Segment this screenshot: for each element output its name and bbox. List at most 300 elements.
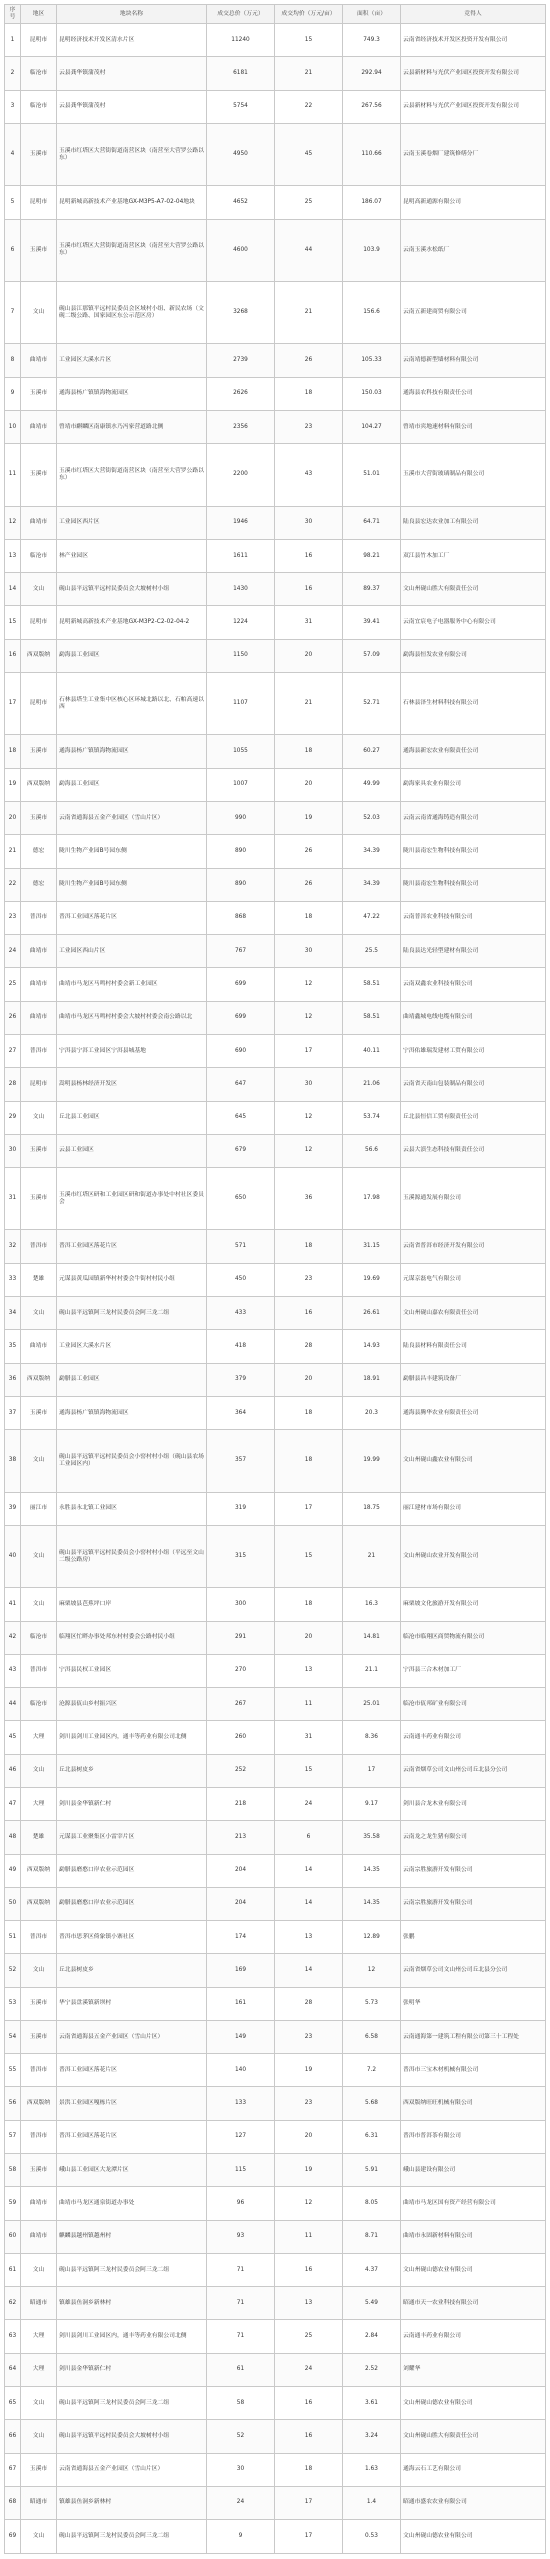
- cell-no: 8: [5, 344, 21, 377]
- cell-total-price: 204: [207, 1887, 275, 1920]
- header-total-price: 成交总价（万元）: [207, 5, 275, 24]
- cell-buyer: 陆良县宏达农业加工有限公司: [401, 506, 546, 539]
- cell-no: 7: [5, 281, 21, 343]
- cell-area: 21.06: [343, 1068, 401, 1101]
- table-row: [5, 1101, 546, 1134]
- cell-region: 文山: [21, 1954, 57, 1987]
- cell-avg-price: 36: [275, 1168, 343, 1230]
- cell-avg-price: 12: [275, 1134, 343, 1167]
- cell-avg-price: 16: [275, 573, 343, 606]
- table-row: [5, 735, 546, 768]
- cell-buyer: 普洱市普洱茶有限公司: [401, 2120, 546, 2153]
- cell-no: 48: [5, 1821, 21, 1854]
- cell-buyer: 云南通丰药业有限公司: [401, 2320, 546, 2353]
- cell-no: 41: [5, 1588, 21, 1621]
- cell-region: 大理: [21, 1787, 57, 1820]
- table-row: [5, 1887, 546, 1920]
- cell-parcel-name: 丘北县树皮乡: [57, 1954, 207, 1987]
- table-row: [5, 1168, 546, 1230]
- cell-parcel-name: 剑川县剑川工业园区内，通丰等药业有限公司北侧: [57, 1721, 207, 1754]
- cell-parcel-name: 石林县塔生工业集中区核心区环城北路以北、石帕高速以西: [57, 673, 207, 735]
- table-row: [5, 1263, 546, 1296]
- table-row: [5, 1525, 546, 1587]
- cell-region: 文山: [21, 2420, 57, 2453]
- cell-area: 3.24: [343, 2420, 401, 2453]
- cell-region: 丽江市: [21, 1492, 57, 1525]
- cell-area: 19.69: [343, 1263, 401, 1296]
- cell-region: 玉溪市: [21, 219, 57, 281]
- cell-buyer: 云南通丰药业有限公司: [401, 1721, 546, 1754]
- table-row: [5, 90, 546, 123]
- cell-no: 31: [5, 1168, 21, 1230]
- cell-avg-price: 12: [275, 2187, 343, 2220]
- cell-buyer: 曾靖市宾地速材料有限公司: [401, 410, 546, 443]
- cell-no: 2: [5, 57, 21, 90]
- cell-region: 西双版纳: [21, 639, 57, 672]
- cell-parcel-name: 丘北县树皮乡: [57, 1754, 207, 1787]
- cell-buyer: 陇川县南宏生物科技有限公司: [401, 835, 546, 868]
- cell-avg-price: 23: [275, 2087, 343, 2120]
- cell-region: 西双版纳: [21, 2087, 57, 2120]
- cell-total-price: 24: [207, 2486, 275, 2519]
- cell-no: 36: [5, 1363, 21, 1396]
- cell-no: 64: [5, 2353, 21, 2386]
- cell-no: 26: [5, 1001, 21, 1034]
- cell-parcel-name: 林产业园区: [57, 539, 207, 572]
- cell-area: 156.6: [343, 281, 401, 343]
- header-avg-price: 成交均价（万元/亩）: [275, 5, 343, 24]
- cell-no: 24: [5, 935, 21, 968]
- table-row: [5, 673, 546, 735]
- cell-area: 47.22: [343, 901, 401, 934]
- table-row: [5, 573, 546, 606]
- cell-avg-price: 13: [275, 2287, 343, 2320]
- cell-area: 12.89: [343, 1921, 401, 1954]
- cell-region: 昆明市: [21, 606, 57, 639]
- cell-no: 51: [5, 1921, 21, 1954]
- cell-avg-price: 18: [275, 1430, 343, 1492]
- cell-no: 9: [5, 377, 21, 410]
- cell-area: 56.6: [343, 1134, 401, 1167]
- cell-buyer: 丘北县恒信工贸有限责任公司: [401, 1101, 546, 1134]
- cell-total-price: 868: [207, 901, 275, 934]
- cell-parcel-name: 峨山县工业园区大龙潭片区: [57, 2154, 207, 2187]
- cell-total-price: 1611: [207, 539, 275, 572]
- cell-parcel-name: 玉溪市红塔区大营街街道南营区块（南营至大营罗公路以东）: [57, 123, 207, 185]
- cell-avg-price: 16: [275, 2420, 343, 2453]
- cell-buyer: 昆明高新通源有限公司: [401, 186, 546, 219]
- cell-buyer: 宁洱县三合木材加工厂: [401, 1654, 546, 1687]
- cell-buyer: 剑川县合龙木业有限公司: [401, 1787, 546, 1820]
- cell-region: 临沧市: [21, 539, 57, 572]
- cell-no: 14: [5, 573, 21, 606]
- cell-no: 18: [5, 735, 21, 768]
- cell-buyer: 通海县腾华农业有限责任公司: [401, 1396, 546, 1429]
- cell-avg-price: 18: [275, 1588, 343, 1621]
- table-row: [5, 1330, 546, 1363]
- table-row: [5, 2220, 546, 2253]
- cell-no: 19: [5, 768, 21, 801]
- table-row: [5, 444, 546, 506]
- cell-avg-price: 25: [275, 186, 343, 219]
- cell-area: 53.74: [343, 1101, 401, 1134]
- cell-region: 玉溪市: [21, 735, 57, 768]
- cell-total-price: 30: [207, 2453, 275, 2486]
- cell-total-price: 315: [207, 1525, 275, 1587]
- cell-buyer: 普洱市三宝木材机械有限公司: [401, 2054, 546, 2087]
- table-row: [5, 1754, 546, 1787]
- cell-total-price: 161: [207, 1987, 275, 2020]
- cell-avg-price: 12: [275, 1001, 343, 1034]
- cell-region: 玉溪市: [21, 1987, 57, 2020]
- cell-parcel-name: 勐海县工业园区: [57, 639, 207, 672]
- cell-buyer: 文山州砚山德农业有限公司: [401, 2253, 546, 2286]
- cell-area: 25.01: [343, 1688, 401, 1721]
- cell-avg-price: 17: [275, 1034, 343, 1067]
- cell-region: 曲靖市: [21, 1330, 57, 1363]
- cell-region: 文山: [21, 573, 57, 606]
- cell-parcel-name: 普洱工业园区落花片区: [57, 901, 207, 934]
- cell-area: 98.21: [343, 539, 401, 572]
- cell-avg-price: 14: [275, 1954, 343, 1987]
- cell-region: 昆明市: [21, 1068, 57, 1101]
- cell-region: 普洱市: [21, 901, 57, 934]
- cell-area: 292.94: [343, 57, 401, 90]
- cell-parcel-name: 砚山县平远镇阿三龙村民委员会阿三龙二组: [57, 2520, 207, 2554]
- cell-area: 14.93: [343, 1330, 401, 1363]
- cell-parcel-name: 剑川县金华镇新仁村: [57, 1787, 207, 1820]
- cell-region: 曲靖市: [21, 344, 57, 377]
- cell-no: 46: [5, 1754, 21, 1787]
- cell-buyer: 勐海家具农业有限公司: [401, 768, 546, 801]
- cell-parcel-name: 陇川生物产业园B号园东侧: [57, 835, 207, 868]
- table-row: [5, 1654, 546, 1687]
- cell-parcel-name: 曾靖市麒麟区南康镇水乃冯家营道路北侧: [57, 410, 207, 443]
- cell-parcel-name: 永胜县永北镇工业园区: [57, 1492, 207, 1525]
- cell-region: 曲靖市: [21, 935, 57, 968]
- cell-parcel-name: 云南省通海县五金产业园区（雪山片区）: [57, 801, 207, 834]
- cell-parcel-name: 普洱工业园区落花片区: [57, 2054, 207, 2087]
- cell-buyer: 西双版纳旺旺机械有限公司: [401, 2087, 546, 2120]
- cell-avg-price: 12: [275, 1101, 343, 1134]
- cell-parcel-name: 曲靖市马龙区通泉街道办事处: [57, 2187, 207, 2220]
- cell-avg-price: 18: [275, 1396, 343, 1429]
- cell-total-price: 3268: [207, 281, 275, 343]
- cell-buyer: 文山州砚山嘉农有限责任公司: [401, 1297, 546, 1330]
- cell-region: 文山: [21, 2387, 57, 2420]
- header-buyer: 竞得人: [401, 5, 546, 24]
- cell-avg-price: 20: [275, 768, 343, 801]
- table-row: [5, 1230, 546, 1263]
- cell-area: 104.27: [343, 410, 401, 443]
- cell-no: 49: [5, 1854, 21, 1887]
- cell-region: 西双版纳: [21, 1363, 57, 1396]
- cell-area: 25.5: [343, 935, 401, 968]
- cell-area: 6.58: [343, 2020, 401, 2053]
- cell-area: 103.9: [343, 219, 401, 281]
- cell-region: 大理: [21, 2320, 57, 2353]
- cell-area: 186.07: [343, 186, 401, 219]
- cell-region: 玉溪市: [21, 1396, 57, 1429]
- cell-parcel-name: 通海县杨广镇镇海物流园区: [57, 1396, 207, 1429]
- table-row: [5, 57, 546, 90]
- cell-area: 105.33: [343, 344, 401, 377]
- cell-total-price: 699: [207, 968, 275, 1001]
- cell-parcel-name: 云南省通海县五金产业园区（雪山片区）: [57, 2020, 207, 2053]
- cell-no: 54: [5, 2020, 21, 2053]
- cell-region: 普洱市: [21, 1034, 57, 1067]
- cell-region: 玉溪市: [21, 1168, 57, 1230]
- cell-avg-price: 16: [275, 2253, 343, 2286]
- cell-total-price: 93: [207, 2220, 275, 2253]
- cell-no: 69: [5, 2520, 21, 2554]
- cell-buyer: 云南宗胜旅游开发有限公司: [401, 1887, 546, 1920]
- cell-avg-price: 17: [275, 2486, 343, 2519]
- cell-parcel-name: 镇雄县鱼洞乡新林村: [57, 2486, 207, 2519]
- cell-total-price: 1107: [207, 673, 275, 735]
- cell-avg-price: 16: [275, 539, 343, 572]
- cell-area: 1.4: [343, 2486, 401, 2519]
- cell-buyer: 云南宗胜旅游开发有限公司: [401, 1854, 546, 1887]
- cell-buyer: 云南云南省通海铸造有限公司: [401, 801, 546, 834]
- cell-total-price: 115: [207, 2154, 275, 2187]
- cell-region: 文山: [21, 1297, 57, 1330]
- cell-avg-price: 18: [275, 377, 343, 410]
- cell-buyer: 勐腊县昌丰建筑设备厂: [401, 1363, 546, 1396]
- cell-area: 14.35: [343, 1854, 401, 1887]
- cell-total-price: 433: [207, 1297, 275, 1330]
- cell-parcel-name: 麒麟县越州镇越州村: [57, 2220, 207, 2253]
- cell-total-price: 1007: [207, 768, 275, 801]
- cell-total-price: 2626: [207, 377, 275, 410]
- table-row: [5, 901, 546, 934]
- cell-avg-price: 26: [275, 868, 343, 901]
- cell-area: 1.63: [343, 2453, 401, 2486]
- cell-area: 60.27: [343, 735, 401, 768]
- cell-region: 玉溪市: [21, 2154, 57, 2187]
- cell-area: 57.09: [343, 639, 401, 672]
- cell-avg-price: 21: [275, 57, 343, 90]
- cell-parcel-name: 勐海县工业园区: [57, 768, 207, 801]
- cell-no: 52: [5, 1954, 21, 1987]
- cell-buyer: 云南龙之龙生猪有限公司: [401, 1821, 546, 1854]
- table-row: [5, 1492, 546, 1525]
- cell-avg-price: 23: [275, 410, 343, 443]
- cell-avg-price: 19: [275, 801, 343, 834]
- cell-parcel-name: 砚山县平远镇平远村民委员会小窑村村小组（砚山县农场工业园区内）: [57, 1430, 207, 1492]
- table-row: [5, 1921, 546, 1954]
- cell-area: 749.3: [343, 24, 401, 57]
- cell-parcel-name: 嵩明县杨林经济开发区: [57, 1068, 207, 1101]
- cell-region: 昆明市: [21, 186, 57, 219]
- cell-avg-price: 15: [275, 1754, 343, 1787]
- cell-area: 0.53: [343, 2520, 401, 2554]
- cell-area: 20.3: [343, 1396, 401, 1429]
- table-row: [5, 1854, 546, 1887]
- cell-parcel-name: 昆明新城高新技术产业基地GX-M3P5-A7-02-04地块: [57, 186, 207, 219]
- cell-total-price: 647: [207, 1068, 275, 1101]
- cell-no: 29: [5, 1101, 21, 1134]
- cell-total-price: 218: [207, 1787, 275, 1820]
- cell-avg-price: 24: [275, 1787, 343, 1820]
- table-row: [5, 2486, 546, 2519]
- cell-no: 35: [5, 1330, 21, 1363]
- cell-no: 45: [5, 1721, 21, 1754]
- table-row: [5, 2187, 546, 2220]
- cell-buyer: 曲靖市马龙区国有资产经营有限公司: [401, 2187, 546, 2220]
- cell-buyer: 曲靖鑫城电线电缆有限公司: [401, 1001, 546, 1034]
- cell-no: 67: [5, 2453, 21, 2486]
- table-row: [5, 1068, 546, 1101]
- cell-avg-price: 30: [275, 506, 343, 539]
- cell-region: 玉溪市: [21, 2020, 57, 2053]
- cell-no: 56: [5, 2087, 21, 2120]
- cell-buyer: 张鹏: [401, 1921, 546, 1954]
- cell-no: 28: [5, 1068, 21, 1101]
- cell-avg-price: 15: [275, 24, 343, 57]
- cell-no: 55: [5, 2054, 21, 2087]
- cell-avg-price: 30: [275, 1068, 343, 1101]
- cell-avg-price: 21: [275, 281, 343, 343]
- table-row: [5, 377, 546, 410]
- cell-parcel-name: 元谋县黄瓜园镇新华村村委会牛街村村民小组: [57, 1263, 207, 1296]
- cell-area: 52.71: [343, 673, 401, 735]
- cell-area: 267.56: [343, 90, 401, 123]
- cell-avg-price: 13: [275, 1921, 343, 1954]
- cell-total-price: 4600: [207, 219, 275, 281]
- cell-region: 文山: [21, 2253, 57, 2286]
- cell-parcel-name: 镇雄县鱼洞乡新林村: [57, 2287, 207, 2320]
- table-header-row: [5, 5, 546, 24]
- cell-parcel-name: 昆明经济技术开发区清水片区: [57, 24, 207, 57]
- cell-region: 西双版纳: [21, 1854, 57, 1887]
- cell-buyer: 通海县农科技有限责任公司: [401, 377, 546, 410]
- table-row: [5, 801, 546, 834]
- cell-area: 4.37: [343, 2253, 401, 2286]
- cell-no: 43: [5, 1654, 21, 1687]
- cell-buyer: 临沧市佤邦矿业有限公司: [401, 1688, 546, 1721]
- cell-avg-price: 28: [275, 1330, 343, 1363]
- cell-total-price: 4652: [207, 186, 275, 219]
- cell-total-price: 699: [207, 1001, 275, 1034]
- cell-total-price: 71: [207, 2287, 275, 2320]
- cell-total-price: 1430: [207, 573, 275, 606]
- cell-no: 12: [5, 506, 21, 539]
- cell-avg-price: 11: [275, 1688, 343, 1721]
- cell-total-price: 2200: [207, 444, 275, 506]
- table-row: [5, 2054, 546, 2087]
- table-row: [5, 1787, 546, 1820]
- cell-total-price: 127: [207, 2120, 275, 2153]
- table-row: [5, 2387, 546, 2420]
- cell-parcel-name: 临翔区忙畔办事处邦东村村委会公路村民小组: [57, 1621, 207, 1654]
- cell-no: 53: [5, 1987, 21, 2020]
- cell-no: 11: [5, 444, 21, 506]
- cell-parcel-name: 曲靖市马龙区马鸣村村委会大坡村村委会南公路以北: [57, 1001, 207, 1034]
- cell-area: 14.35: [343, 1887, 401, 1920]
- cell-no: 5: [5, 186, 21, 219]
- cell-total-price: 291: [207, 1621, 275, 1654]
- cell-area: 18.75: [343, 1492, 401, 1525]
- cell-total-price: 6181: [207, 57, 275, 90]
- cell-no: 58: [5, 2154, 21, 2187]
- cell-total-price: 71: [207, 2253, 275, 2286]
- cell-region: 玉溪市: [21, 123, 57, 185]
- cell-region: 西双版纳: [21, 768, 57, 801]
- cell-no: 61: [5, 2253, 21, 2286]
- cell-area: 8.36: [343, 1721, 401, 1754]
- cell-total-price: 5754: [207, 90, 275, 123]
- cell-avg-price: 26: [275, 344, 343, 377]
- cell-no: 59: [5, 2187, 21, 2220]
- cell-parcel-name: 工业园区大溪水片区: [57, 1330, 207, 1363]
- cell-parcel-name: 砚山县平远镇平远村民委员会大坡树村小组: [57, 573, 207, 606]
- cell-avg-price: 17: [275, 2520, 343, 2554]
- cell-area: 51.01: [343, 444, 401, 506]
- cell-avg-price: 31: [275, 1721, 343, 1754]
- cell-parcel-name: 砚山县平远镇阿三龙村民委员会阿三龙二组: [57, 2253, 207, 2286]
- cell-area: 21: [343, 1525, 401, 1587]
- cell-no: 57: [5, 2120, 21, 2153]
- cell-area: 40.11: [343, 1034, 401, 1067]
- cell-buyer: 云南双鑫农业科技有限公司: [401, 968, 546, 1001]
- table-row: [5, 2420, 546, 2453]
- cell-total-price: 364: [207, 1396, 275, 1429]
- cell-parcel-name: 玉溪市红塔区大营街街道南营区块（南营至大营罗公路以东）: [57, 444, 207, 506]
- cell-avg-price: 11: [275, 2220, 343, 2253]
- cell-total-price: 319: [207, 1492, 275, 1525]
- cell-parcel-name: 勐腊县工业园区: [57, 1363, 207, 1396]
- cell-avg-price: 18: [275, 1230, 343, 1263]
- cell-area: 7.2: [343, 2054, 401, 2087]
- table-row: [5, 768, 546, 801]
- table-row: [5, 935, 546, 968]
- cell-buyer: 元谋京磊电气有限公司: [401, 1263, 546, 1296]
- cell-buyer: 昭通市盛农农业有限公司: [401, 2486, 546, 2519]
- cell-no: 50: [5, 1887, 21, 1920]
- cell-buyer: 昭通市天一农业科技有限公司: [401, 2287, 546, 2320]
- cell-buyer: 刘耀华: [401, 2353, 546, 2386]
- cell-no: 65: [5, 2387, 21, 2420]
- cell-avg-price: 19: [275, 2154, 343, 2187]
- cell-buyer: 张明华: [401, 1987, 546, 2020]
- cell-region: 大理: [21, 2353, 57, 2386]
- cell-region: 临沧市: [21, 57, 57, 90]
- cell-no: 20: [5, 801, 21, 834]
- cell-avg-price: 43: [275, 444, 343, 506]
- cell-no: 25: [5, 968, 21, 1001]
- land-transaction-table: [4, 4, 546, 2554]
- cell-avg-price: 20: [275, 639, 343, 672]
- table-row: [5, 2120, 546, 2153]
- cell-parcel-name: 勐腊县磨憨口岸农业示范园区: [57, 1887, 207, 1920]
- cell-parcel-name: 云南省通海县五金产业园区（雪山片区）: [57, 2453, 207, 2486]
- header-area: 面积（亩）: [343, 5, 401, 24]
- cell-buyer: 通海云石工艺有限公司: [401, 2453, 546, 2486]
- cell-buyer: 文山州砚山胜大有限责任公司: [401, 573, 546, 606]
- table-row: [5, 1621, 546, 1654]
- cell-avg-price: 14: [275, 1887, 343, 1920]
- table-row: [5, 1954, 546, 1987]
- table-row: [5, 186, 546, 219]
- cell-buyer: 玉溪市大营街玻璃制品有限公司: [401, 444, 546, 506]
- cell-region: 德宏: [21, 835, 57, 868]
- cell-avg-price: 17: [275, 1492, 343, 1525]
- cell-parcel-name: 昆明新城高新技术产业基地GX-M3P2-C2-02-04-2: [57, 606, 207, 639]
- table-row: [5, 2453, 546, 2486]
- cell-region: 楚雄: [21, 1263, 57, 1296]
- table-row: [5, 1987, 546, 2020]
